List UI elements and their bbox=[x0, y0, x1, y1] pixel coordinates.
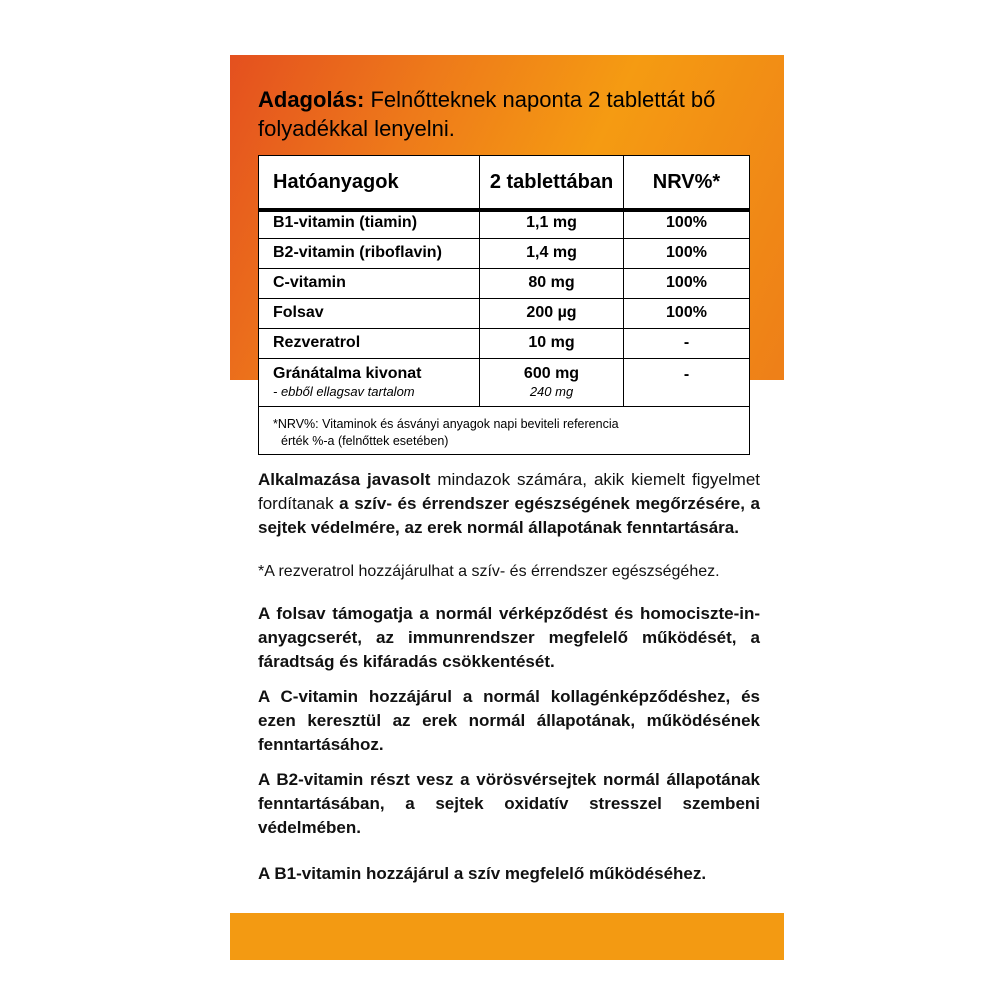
ingredient-nrv: 100% bbox=[623, 298, 749, 328]
ingredient-name: Rezveratrol bbox=[273, 334, 361, 351]
ingredient-name: C-vitamin bbox=[273, 274, 346, 291]
usage-bold-start: Alkalmazása javasolt bbox=[258, 470, 431, 489]
ingredient-name: B1-vitamin (tiamin) bbox=[273, 214, 418, 231]
table-row bbox=[259, 328, 749, 359]
ingredient-amount: 10 mg bbox=[479, 328, 623, 358]
vitamin-b1-paragraph: A B1-vitamin hozzájárul a szív megfelelő működéséhez. bbox=[258, 864, 707, 883]
vitamin-c-paragraph: A C-vitamin hozzájárul a normál kollagénképződéshez, és ezen keresztül az erek normál állapotának, működésének fenntartásához. bbox=[258, 687, 760, 754]
usage-paragraph bbox=[258, 468, 760, 540]
table-header-row bbox=[259, 156, 749, 212]
table-row bbox=[259, 298, 749, 329]
folic-acid-paragraph: A folsav támogatja a normál vérképződést és homociszte-in-anyagcserét, az immunrendszer megfelelő működését, a fáradtság és kifáradás csökkentését. bbox=[258, 604, 760, 671]
ingredient-nrv: - bbox=[623, 328, 749, 358]
ingredient-name: B2-vitamin (riboflavin) bbox=[273, 244, 442, 261]
ingredient-nrv: 100% bbox=[623, 238, 749, 268]
dosage-label: Adagolás: bbox=[258, 87, 365, 112]
resveratrol-note: *A rezveratrol hozzájárulhat a szív- és érrendszer egészségéhez. bbox=[258, 563, 720, 580]
orange-footer-band bbox=[230, 913, 784, 960]
table-row bbox=[259, 238, 749, 269]
ingredient-amount: 80 mg bbox=[479, 268, 623, 298]
usage-normal: mindazok számára, akik kiemelt figyelmet fordítanak bbox=[258, 470, 760, 513]
usage-bold-end: a szív- és érrendszer egészségének megőrzésére, a sejtek védelmére, az erek normál állapotának fenntartására. bbox=[258, 494, 760, 537]
ingredient-name: Folsav bbox=[273, 304, 324, 321]
ingredient-name: Gránátalma kivonat bbox=[273, 365, 422, 382]
ingredient-nrv: 100% bbox=[623, 268, 749, 298]
ingredient-nrv: - bbox=[623, 358, 749, 406]
product-label bbox=[230, 55, 784, 960]
ingredient-amount: 200 µg bbox=[479, 298, 623, 328]
header-nrv: NRV%* bbox=[623, 156, 749, 208]
ingredient-name-cell bbox=[259, 358, 479, 406]
footnote-line: érték %-a (felnőttek esetében) bbox=[281, 434, 449, 448]
header-amount: 2 tablettában bbox=[479, 156, 623, 208]
ingredient-amount: 1,1 mg bbox=[479, 208, 623, 238]
header-ingredients: Hatóanyagok bbox=[273, 171, 399, 193]
table-row bbox=[259, 358, 749, 407]
ingredient-nrv: 100% bbox=[623, 208, 749, 238]
ingredient-sub-name: - ebből ellagsav tartalom bbox=[273, 384, 415, 399]
ingredient-amount: 600 mg bbox=[523, 365, 580, 382]
table-row bbox=[259, 268, 749, 299]
vitamin-b2-paragraph: A B2-vitamin részt vesz a vörösvérsejtek normál állapotának fenntartásában, a sejtek oxidatív stresszel szembeni védelmében. bbox=[258, 770, 760, 837]
ingredient-amount: 1,4 mg bbox=[479, 238, 623, 268]
footnote-line: *NRV%: Vitaminok és ásványi anyagok napi beviteli referencia bbox=[273, 417, 619, 431]
dosage-instructions: Felnőtteknek naponta 2 tablettát bő folyadékkal lenyelni. bbox=[258, 87, 716, 141]
dosage-text bbox=[258, 85, 768, 143]
nrv-footnote bbox=[273, 416, 741, 450]
ingredient-sub-amount: 240 mg bbox=[529, 384, 574, 399]
ingredient-amount-cell bbox=[479, 358, 623, 406]
ingredients-table bbox=[258, 155, 750, 455]
table-row bbox=[259, 208, 749, 239]
